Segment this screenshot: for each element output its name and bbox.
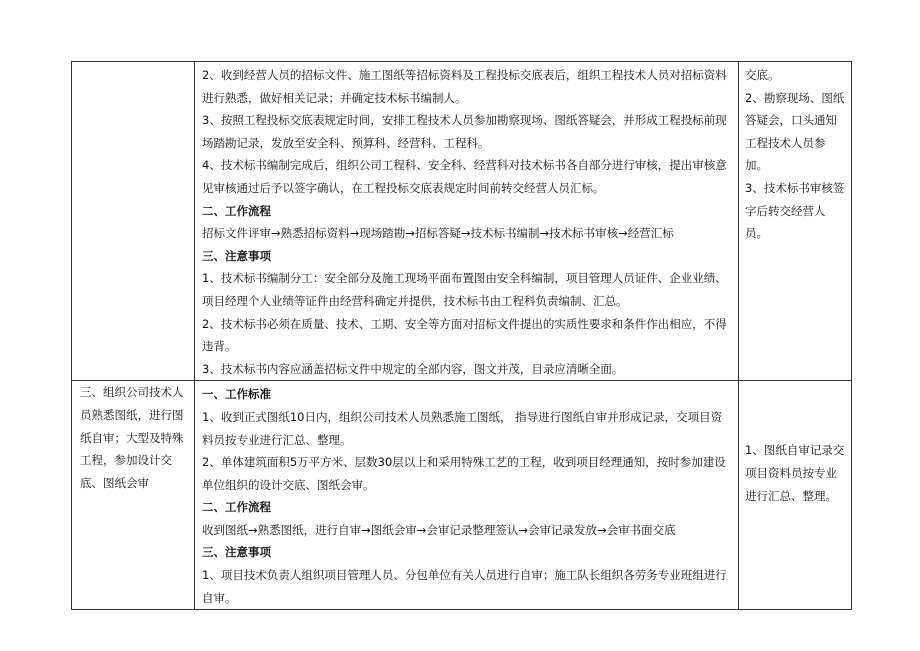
content-line: 招标文件评审→熟悉招标资料→现场踏勘→招标答疑→技术标书编制→技术标书审核→经营汇标 <box>202 226 674 241</box>
content-line: 2、技术标书必须在质量、技术、工期、安全等方面对招标文件提出的实质性要求和条件作出相应，不得违背。 <box>202 316 727 354</box>
content-line: 2、收到经营人员的招标文件、施工图纸等招标资料及工程投标交底表后，组织工程技术人员对招标资料进行熟悉，做好相关记录；并确定技术标书编制人。 <box>202 68 727 105</box>
output-cell <box>739 62 852 381</box>
table-row <box>72 62 852 381</box>
content-cell <box>195 381 739 610</box>
content-line: 3、按照工程投标交底表规定时间，安排工程技术人员参加勘察现场、图纸答疑会，并形成工程投标前现场踏勘记录，发放至安全科、预算科、经营科、工程科。 <box>202 113 727 150</box>
step-text: 三、组织公司技术人员熟悉图纸，进行图纸自审；大型及特殊工程，参加设计交底、图纸会审 <box>80 385 184 490</box>
output-line: 2、勘察现场、图纸答疑会，口头通知工程技术人员参加。 <box>745 90 845 173</box>
step-cell <box>72 62 195 381</box>
section-heading: 三、注意事项 <box>202 248 271 263</box>
output-line: 3、技术标书审核签字后转交经营人员。 <box>745 180 845 241</box>
content-line: 3、技术标书内容应涵盖招标文件中规定的全部内容，图文并茂，目录应清晰全面。 <box>202 361 624 376</box>
procedure-table <box>71 61 852 610</box>
section-heading: 三、注意事项 <box>202 545 271 560</box>
output-line: 1、图纸自审记录交项目资料员按专业进行汇总、整理。 <box>745 443 845 503</box>
section-heading: 二、工作流程 <box>202 203 271 218</box>
table-row <box>72 381 852 610</box>
content-line: 1、收到正式图纸10日内，组织公司技术人员熟悉施工图纸， 指导进行图纸自审并形成记录，交项目资料员按专业进行汇总、整理。 <box>202 409 723 447</box>
step-cell <box>72 381 195 610</box>
content-line: 1、项目技术负责人组织项目管理人员、分包单位有关人员进行自审；施工队长组织各劳务专业班组进行自审。 <box>202 568 727 605</box>
content-line: 4、技术标书编制完成后，组织公司工程科、安全科、经营科对技术标书各自部分进行审核，提出审核意见审核通过后予以签字确认，在工程投标交底表规定时间前转交经营人员汇标。 <box>202 158 727 195</box>
section-heading: 一、工作标准 <box>202 387 271 402</box>
content-line: 收到图纸→熟悉图纸，进行自审→图纸会审→会审记录整理签认→会审记录发放→会审书面交底 <box>202 522 676 537</box>
output-cell <box>739 381 852 610</box>
content-line: 1、技术标书编制分工：安全部分及施工现场平面布置图由安全科编制，项目管理人员证件、企业业绩、项目经理个人业绩等证件由经营科确定并提供，技术标书由工程科负责编制、汇总。 <box>202 271 727 308</box>
section-heading: 二、工作流程 <box>202 500 271 515</box>
content-line: 2、单体建筑面积5万平方米、层数30层以上和采用特殊工艺的工程，收到项目经理通知，按时参加建设单位组织的设计交底、图纸会审。 <box>202 455 726 492</box>
output-line: 交底。 <box>745 68 780 82</box>
content-cell <box>195 62 739 381</box>
